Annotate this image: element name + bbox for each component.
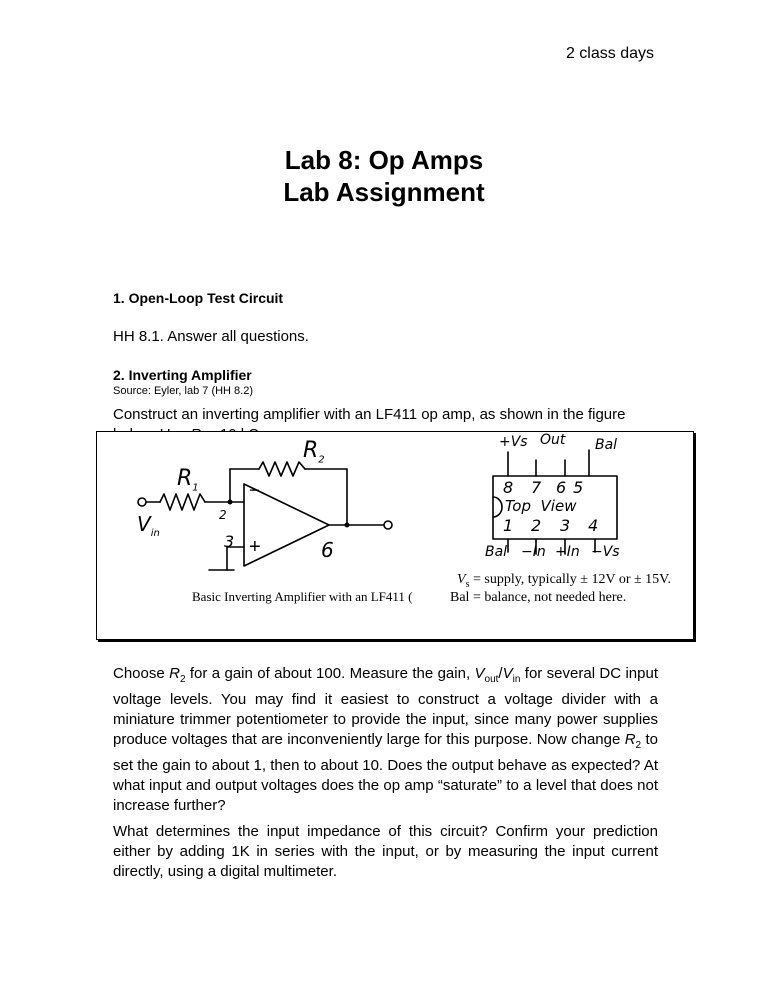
- section-1-heading: 1. Open-Loop Test Circuit: [113, 290, 284, 306]
- paragraph-gain: Choose $R_2$ for a gain of about 100. Measure the gain, $V_{out}/V_{in}$ for several DC input voltage levels. You may find it easiest to construct a voltage divider with a miniature trimmer potentiometer to provide the input, since many power supplies produce voltages that are inconveniently large for this purpose. Now change $R_2$ to set the gain to about 1, then to about 10. Does the output behave as expected? At what input and output voltages does the op amp “saturate” to a level that does not increase further?: [113, 665, 658, 814]
- chip-pin-2: 2: [531, 516, 542, 535]
- chip-top-label-vs: +Vs: [499, 434, 528, 450]
- figure-caption: Basic Inverting Amplifier with an LF411 (: [192, 589, 413, 604]
- chip-pin-8: 8: [503, 478, 514, 497]
- figure-note-vs: $V_s$ = supply, typically ± 12V or ± 15V.: [457, 572, 671, 590]
- chip-bottom-label-bal: Bal: [485, 544, 508, 560]
- input-terminal-icon: [138, 498, 146, 506]
- vin-label: $V_{in}$: [137, 512, 160, 539]
- pin-3-label: 3: [224, 532, 235, 551]
- inverting-input-sign: −: [249, 480, 260, 500]
- circuit-figure: [96, 431, 694, 640]
- pin-2-label: 2: [219, 508, 227, 522]
- r2-resistor-icon: [259, 462, 305, 476]
- section-2-heading: 2. Inverting Amplifier: [113, 367, 252, 383]
- chip-top-view-label: Top View: [505, 497, 577, 515]
- title-line-2: Lab Assignment: [283, 177, 485, 207]
- chip-pin-1: 1: [503, 516, 514, 535]
- class-days-label: 2 class days: [565, 45, 654, 62]
- chip-bottom-label-in-minus: −In: [521, 544, 546, 560]
- chip-pin-4: 4: [588, 516, 599, 535]
- pin-6-label: 6: [321, 538, 334, 562]
- chip-pin-3: 3: [560, 516, 571, 535]
- chip-notch-icon: [493, 497, 502, 517]
- chip-pin-6: 6: [556, 478, 567, 497]
- chip-bottom-label-vs-minus: −Vs: [591, 544, 620, 560]
- chip-bottom-label-in-plus: +In: [555, 544, 580, 560]
- section-2-intro: Construct an inverting amplifier with an LF411 op amp, as shown in the figure: [113, 406, 626, 423]
- chip-pin-5: 5: [573, 478, 584, 497]
- inverting-amplifier-schematic: [97, 432, 693, 639]
- title-line-1: Lab 8: Op Amps: [284, 145, 484, 175]
- chip-top-label-out: Out: [540, 432, 566, 448]
- output-terminal-icon: [384, 521, 392, 529]
- section-2-source: Source: Eyler, lab 7 (HH 8.2): [113, 385, 254, 397]
- figure-note-bal: Bal = balance, not needed here.: [450, 590, 627, 605]
- chip-pin-7: 7: [531, 478, 542, 497]
- section-1-text: HH 8.1. Answer all questions.: [113, 328, 309, 345]
- chip-top-label-bal: Bal: [595, 437, 618, 453]
- noninverting-input-sign: +: [249, 536, 261, 558]
- r1-resistor-icon: [160, 494, 205, 510]
- paragraph-impedance: What determines the input impedance of this circuit? Confirm your prediction either by adding 1K in series with the input, or by measuring the input current directly, using a digital multimeter.: [113, 823, 658, 880]
- r2-label: $R_2$: [303, 438, 325, 466]
- r1-label: $R_1$: [177, 466, 199, 494]
- page-title: [0, 144, 768, 208]
